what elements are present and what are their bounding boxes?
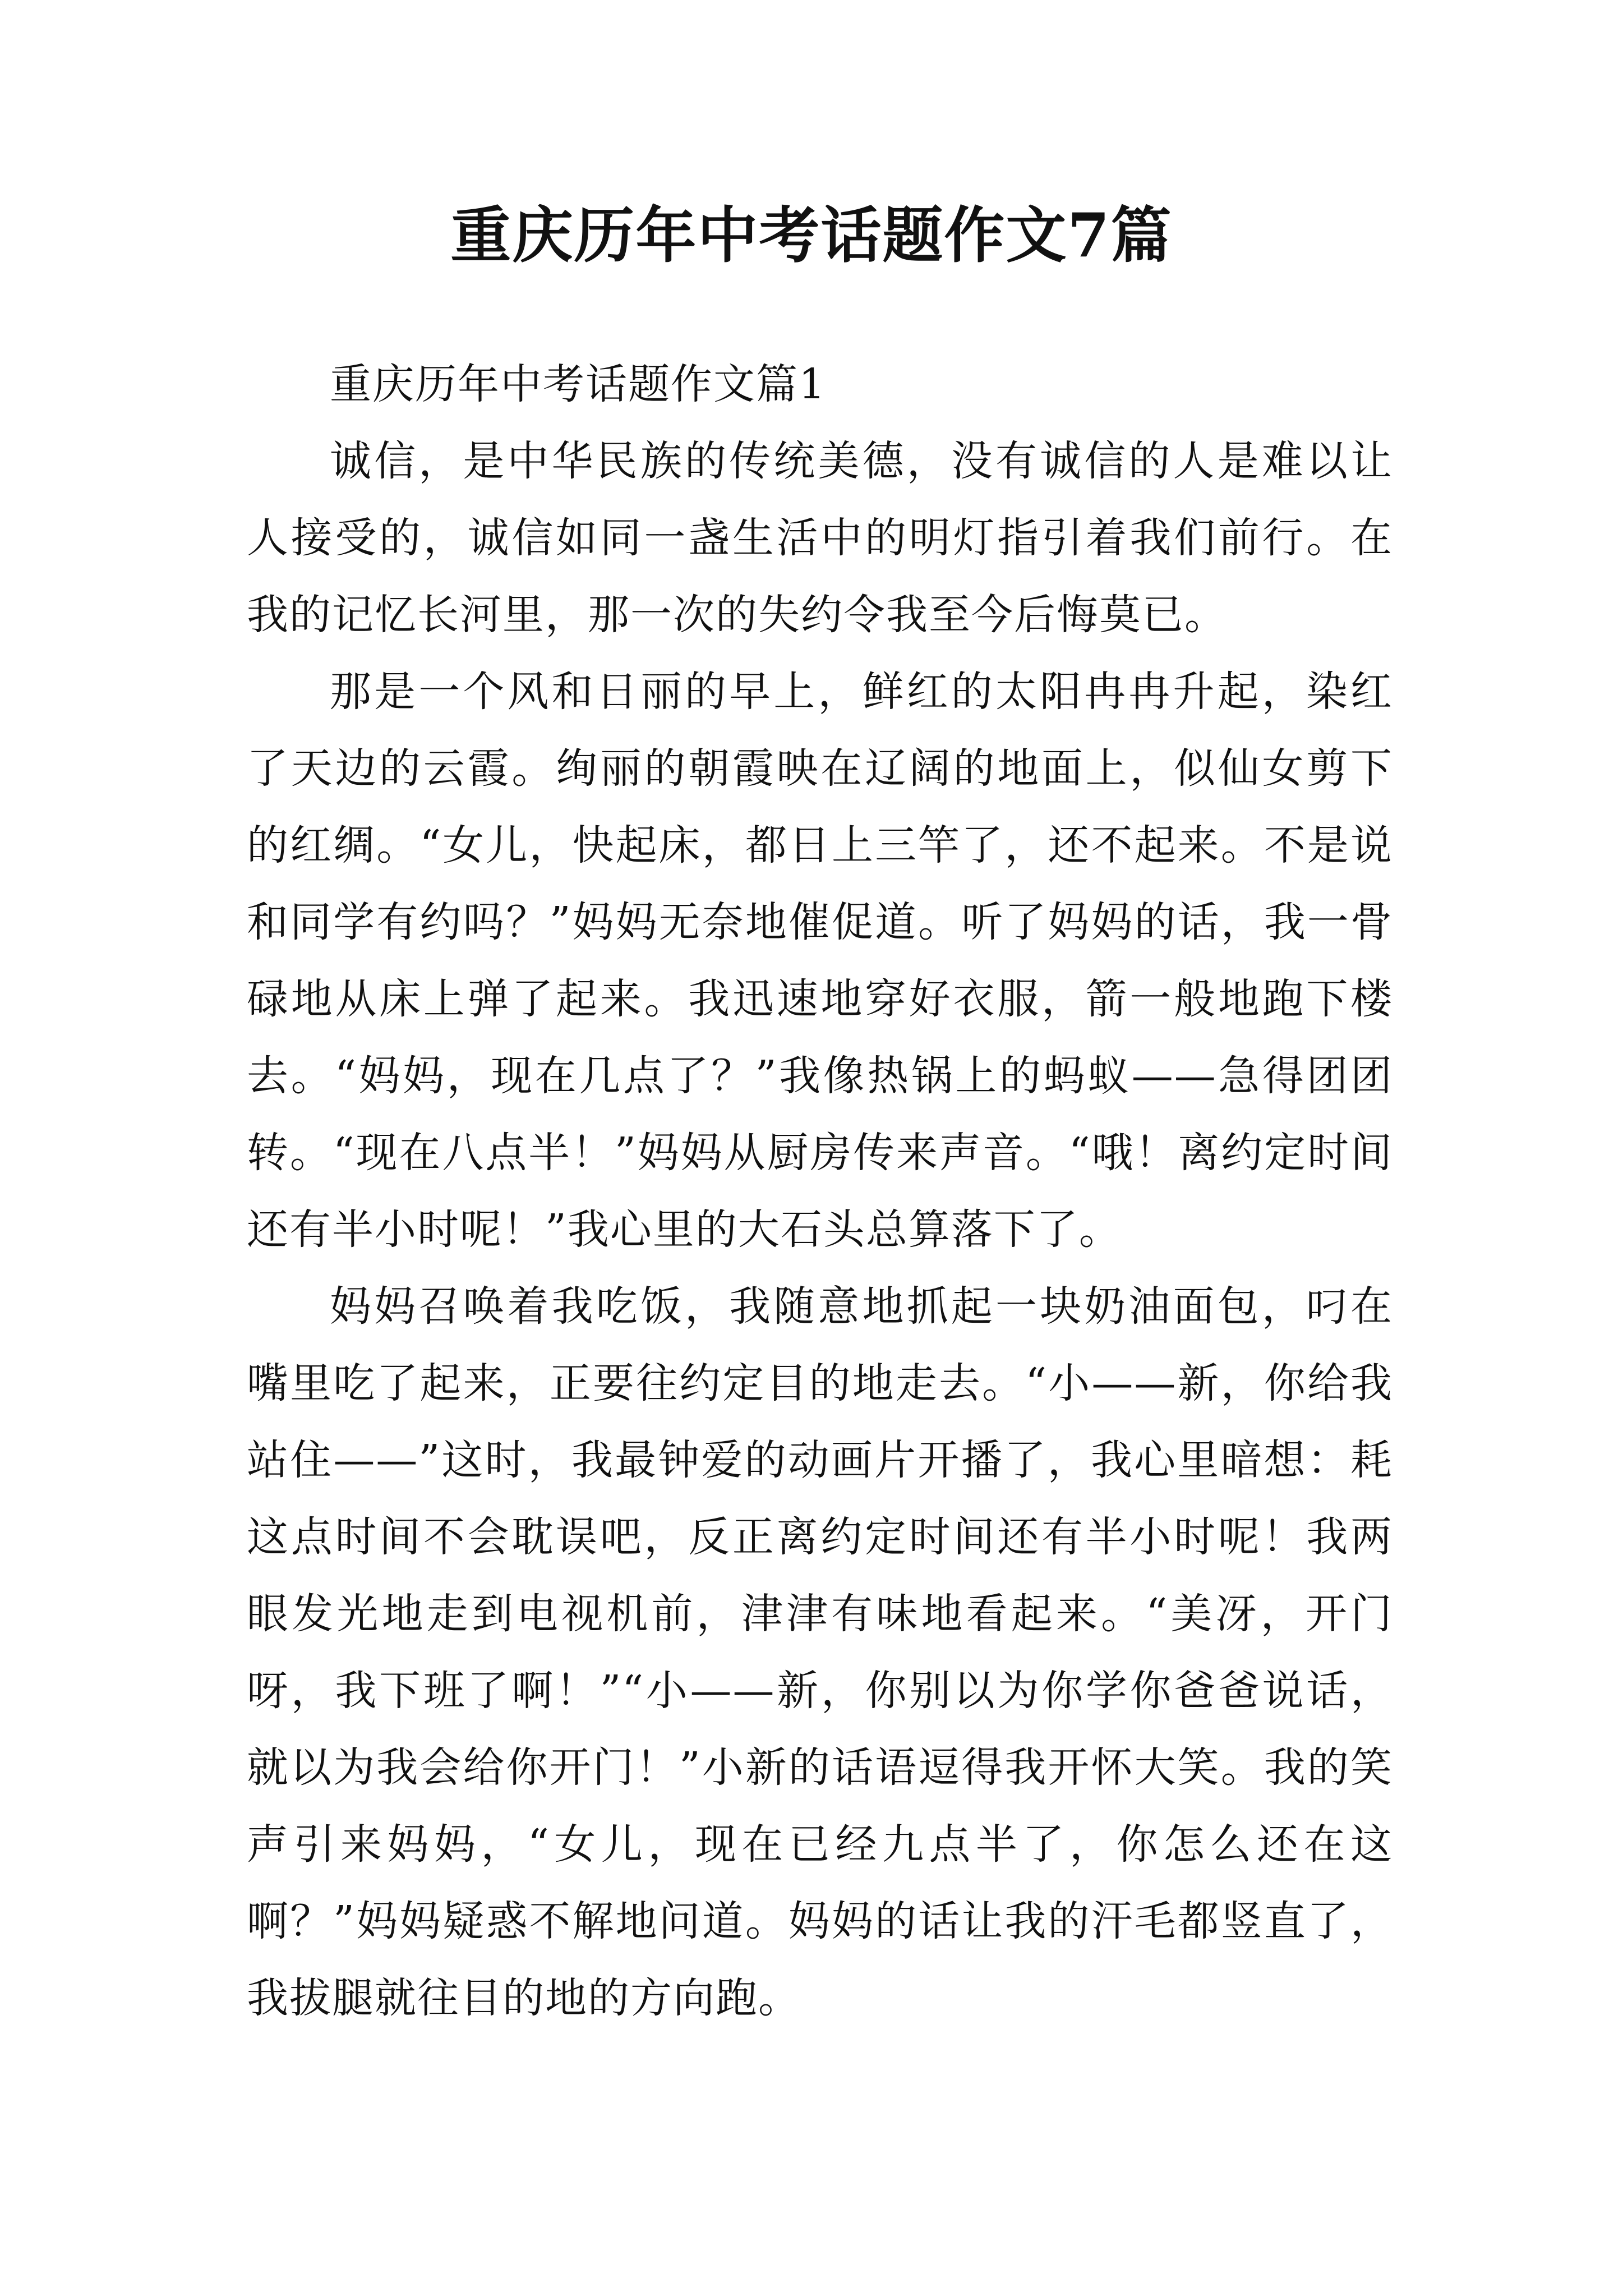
document-title: 重庆历年中考话题作文7篇 (450, 200, 1173, 271)
document-body (247, 346, 1393, 2037)
paragraph: 妈妈召唤着我吃饭，我随意地抓起一块奶油面包，叼在嘴里吃了起来，正要往约定目的地走去。“小——新，你给我站住——”这时，我最钟爱的动画片开播了，我心里暗想：耗这点时间不会耽误吧，反正离约定时间还有半小时呢！我两眼发光地走到电视机前，津津有味地看起来。“美冴，开门呀，我下班了啊！”“小——新，你别以为你学你爸爸说话，就以为我会给你开门！”小新的话语逗得我开怀大笑。我的笑声引来妈妈，“女儿，现在已经九点半了，你怎么还在这啊？”妈妈疑惑不解地问道。妈妈的话让我的汗毛都竖直了，我拔腿就往目的地的方向跑。 (247, 1282, 1393, 2022)
paragraph: 那是一个风和日丽的早上，鲜红的太阳冉冉升起，染红了天边的云霞。绚丽的朝霞映在辽阔的地面上，似仙女剪下的红绸。“女儿，快起床，都日上三竿了，还不起来。不是说和同学有约吗？”妈妈无奈地催促道。听了妈妈的话，我一骨碌地从床上弹了起来。我迅速地穿好衣服，箭一般地跑下楼去。“妈妈，现在几点了？”我像热锅上的蚂蚁——急得团团转。“现在八点半！”妈妈从厨房传来声音。“哦！离约定时间还有半小时呢！”我心里的大石头总算落下了。 (247, 668, 1393, 1254)
section-heading: 重庆历年中考话题作文篇1 (330, 360, 827, 408)
paragraph: 诚信，是中华民族的传统美德，没有诚信的人是难以让人接受的，诚信如同一盏生活中的明灯指引着我们前行。在我的记忆长河里，那一次的失约令我至今后悔莫已。 (247, 437, 1393, 639)
